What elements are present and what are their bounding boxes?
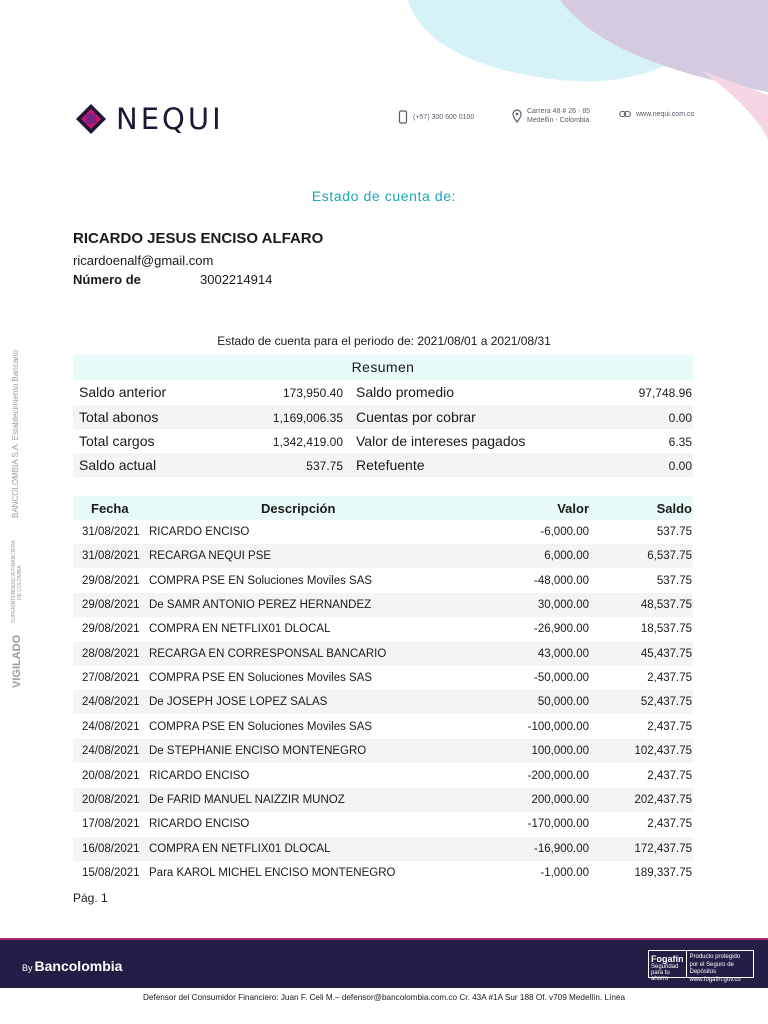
link-icon bbox=[619, 110, 631, 118]
table-row bbox=[73, 837, 693, 861]
table-row bbox=[73, 569, 693, 593]
row-value: -6,000.00 bbox=[540, 526, 589, 538]
brand-name: NEQUI bbox=[116, 102, 224, 136]
row-balance: 189,337.75 bbox=[634, 866, 692, 879]
fogafin-badge bbox=[648, 950, 754, 983]
table-row bbox=[73, 690, 693, 714]
summary-value: 0.00 bbox=[668, 411, 692, 425]
summary-value: 1,342,419.00 bbox=[272, 435, 343, 449]
row-value: -26,900.00 bbox=[534, 623, 589, 636]
row-balance: 2,437.75 bbox=[647, 818, 692, 831]
row-description: De SAMR ANTONIO PEREZ HERNANDEZ bbox=[149, 599, 372, 612]
row-value: 6,000.00 bbox=[544, 550, 589, 563]
column-header-date: Fecha bbox=[91, 501, 129, 516]
footer-brand: Bancolombia bbox=[34, 958, 123, 974]
summary-row bbox=[73, 429, 693, 453]
customer-email: ricardoenalf@gmail.com bbox=[73, 253, 214, 268]
row-value: -170,000.00 bbox=[527, 818, 589, 831]
fogafin-note: Producto protegido por el Seguro de Depósitos bbox=[689, 954, 741, 975]
row-description: De STEPHANIE ENCISO MONTENEGRO bbox=[149, 745, 367, 758]
summary-label: Saldo actual bbox=[79, 457, 157, 473]
row-balance: 52,437.75 bbox=[640, 696, 692, 709]
column-header-value: Valor bbox=[557, 501, 589, 516]
row-date: 29/08/2021 bbox=[82, 623, 140, 636]
table-row bbox=[73, 788, 693, 812]
legal-footer-text: Defensor del Consumidor Financiero: Juan F. Celi M.– defensor@bancolombia.com.co Cr. 43A #1A Sur 188 Of. v709 Medellín. Línea bbox=[142, 993, 626, 1002]
phone-text: (+57) 300 600 0100 bbox=[413, 113, 475, 121]
row-date: 20/08/2021 bbox=[82, 793, 140, 806]
row-value: -16,900.00 bbox=[534, 842, 589, 855]
row-date: 28/08/2021 bbox=[82, 647, 140, 660]
row-value: -48,000.00 bbox=[534, 574, 589, 587]
row-value: 50,000.00 bbox=[537, 696, 589, 709]
footer-by: By bbox=[22, 963, 33, 973]
nequi-logo bbox=[74, 102, 224, 136]
row-balance: 2,437.75 bbox=[647, 769, 692, 782]
page-number: Pág. 1 bbox=[73, 891, 108, 905]
row-value: -50,000.00 bbox=[534, 672, 589, 685]
table-row bbox=[73, 642, 693, 666]
summary-value: 1,169,006.35 bbox=[272, 411, 343, 425]
table-row bbox=[73, 544, 693, 568]
row-balance: 102,437.75 bbox=[634, 745, 692, 758]
row-description: De JOSEPH JOSE LOPEZ SALAS bbox=[149, 696, 328, 709]
row-description: COMPRA EN NETFLIX01 DLOCAL bbox=[149, 623, 331, 636]
row-description: COMPRA EN NETFLIX01 DLOCAL bbox=[149, 842, 331, 855]
row-value: -1,000.00 bbox=[540, 866, 589, 879]
summary-row bbox=[73, 405, 693, 429]
statement-period: Estado de cuenta para el periodo de: 2021/08/01 a 2021/08/31 bbox=[217, 334, 551, 348]
customer-name: RICARDO JESUS ENCISO ALFARO bbox=[73, 230, 324, 247]
row-balance: 537.75 bbox=[656, 574, 692, 587]
summary-value: 97,748.96 bbox=[638, 386, 692, 400]
fogafin-url: www.fogafin.gov.co bbox=[689, 976, 741, 983]
summary-label: Valor de intereses pagados bbox=[356, 433, 526, 449]
row-balance: 2,437.75 bbox=[647, 720, 692, 733]
contact-phone bbox=[398, 110, 474, 124]
transactions-header bbox=[73, 496, 693, 520]
summary-label: Saldo promedio bbox=[356, 384, 455, 400]
row-date: 16/08/2021 bbox=[82, 842, 140, 855]
row-date: 29/08/2021 bbox=[82, 574, 140, 587]
row-value: 30,000.00 bbox=[537, 599, 589, 612]
row-balance: 45,437.75 bbox=[640, 647, 692, 660]
table-row bbox=[73, 861, 693, 885]
row-date: 31/08/2021 bbox=[82, 526, 140, 538]
row-date: 24/08/2021 bbox=[82, 745, 140, 758]
summary-label: Retefuente bbox=[356, 457, 425, 473]
row-balance: 172,437.75 bbox=[634, 842, 692, 855]
row-balance: 537.75 bbox=[656, 526, 692, 538]
table-row bbox=[73, 666, 693, 690]
row-date: 24/08/2021 bbox=[82, 696, 140, 709]
row-value: -100,000.00 bbox=[527, 720, 589, 733]
summary-value: 0.00 bbox=[668, 459, 692, 473]
table-row bbox=[73, 617, 693, 641]
row-value: 100,000.00 bbox=[531, 745, 589, 758]
row-value: -200,000.00 bbox=[527, 769, 589, 782]
column-header-balance: Saldo bbox=[656, 501, 692, 516]
table-row bbox=[73, 715, 693, 739]
address-line-1: Carrera 48 # 26 - 85 bbox=[527, 108, 591, 115]
column-header-description: Descripción bbox=[261, 501, 336, 516]
contact-website bbox=[619, 110, 694, 118]
row-balance: 6,537.75 bbox=[647, 550, 692, 563]
row-date: 31/08/2021 bbox=[82, 550, 140, 563]
table-row bbox=[73, 812, 693, 836]
fogafin-sub: Seguridad para tu ahorro bbox=[651, 964, 679, 982]
row-description: RICARDO ENCISO bbox=[149, 526, 250, 538]
row-description: COMPRA PSE EN Soluciones Moviles SAS bbox=[149, 672, 373, 685]
bank-vertical-text: BANCOLOMBIA S.A. Establecimiento Bancario bbox=[11, 349, 20, 518]
phone-icon bbox=[398, 110, 408, 124]
row-description: COMPRA PSE EN Soluciones Moviles SAS bbox=[149, 720, 373, 733]
row-balance: 48,537.75 bbox=[640, 599, 692, 612]
row-value: 43,000.00 bbox=[537, 647, 589, 660]
row-date: 27/08/2021 bbox=[82, 672, 140, 685]
bancolombia-logo bbox=[22, 958, 122, 974]
account-number-value: 3002214914 bbox=[200, 272, 273, 287]
summary-row bbox=[73, 453, 693, 477]
row-date: 15/08/2021 bbox=[82, 866, 140, 879]
row-balance: 202,437.75 bbox=[634, 793, 692, 806]
row-description: Para KAROL MICHEL ENCISO MONTENEGRO bbox=[149, 866, 396, 879]
row-description: RICARDO ENCISO bbox=[149, 769, 250, 782]
row-description: RICARDO ENCISO bbox=[149, 818, 250, 831]
row-description: RECARGA NEQUI PSE bbox=[149, 550, 272, 563]
row-description: De FARID MANUEL NAIZZIR MUNOZ bbox=[149, 793, 345, 806]
summary-label: Cuentas por cobrar bbox=[356, 409, 476, 425]
row-value: 200,000.00 bbox=[531, 793, 589, 806]
vigilado-side-text bbox=[8, 349, 23, 690]
summary-label: Total cargos bbox=[79, 433, 155, 449]
summary-value: 537.75 bbox=[306, 459, 343, 473]
location-pin-icon bbox=[512, 109, 522, 123]
website-text: www.nequi.com.co bbox=[636, 110, 695, 118]
row-description: COMPRA PSE EN Soluciones Moviles SAS bbox=[149, 574, 373, 587]
nequi-mark-icon bbox=[74, 102, 108, 136]
row-balance: 2,437.75 bbox=[647, 672, 692, 685]
decorative-header-shapes bbox=[0, 0, 768, 160]
summary-heading: Resumen bbox=[73, 355, 693, 380]
row-date: 24/08/2021 bbox=[82, 720, 140, 733]
summary-label: Saldo anterior bbox=[79, 384, 167, 400]
statement-title: Estado de cuenta de: bbox=[311, 188, 457, 204]
summary-label: Total abonos bbox=[79, 409, 159, 425]
summary-row bbox=[73, 380, 693, 404]
table-row bbox=[73, 593, 693, 617]
row-date: 20/08/2021 bbox=[82, 769, 140, 782]
fogafin-title: Fogafín bbox=[651, 954, 684, 964]
row-balance: 18,537.75 bbox=[640, 623, 692, 636]
table-row bbox=[73, 739, 693, 763]
superintendencia-vertical-text: SUPERINTENDENCIA FINANCIERA bbox=[11, 540, 17, 623]
table-row bbox=[73, 520, 693, 544]
row-date: 17/08/2021 bbox=[82, 818, 140, 831]
footer-band bbox=[0, 938, 768, 988]
address-line-2: Medellín - Colombia bbox=[527, 117, 590, 125]
row-description: RECARGA EN CORRESPONSAL BANCARIO bbox=[149, 647, 387, 660]
account-number-label: Número de bbox=[73, 272, 141, 287]
row-date: 29/08/2021 bbox=[82, 599, 140, 612]
table-row bbox=[73, 764, 693, 788]
summary-value: 173,950.40 bbox=[282, 386, 343, 400]
contact-address bbox=[512, 107, 590, 125]
vigilado-vertical-text: VIGILADO bbox=[11, 634, 23, 688]
colombia-vertical-text: DE COLOMBIA bbox=[17, 565, 23, 600]
summary-value: 6.35 bbox=[668, 435, 692, 449]
